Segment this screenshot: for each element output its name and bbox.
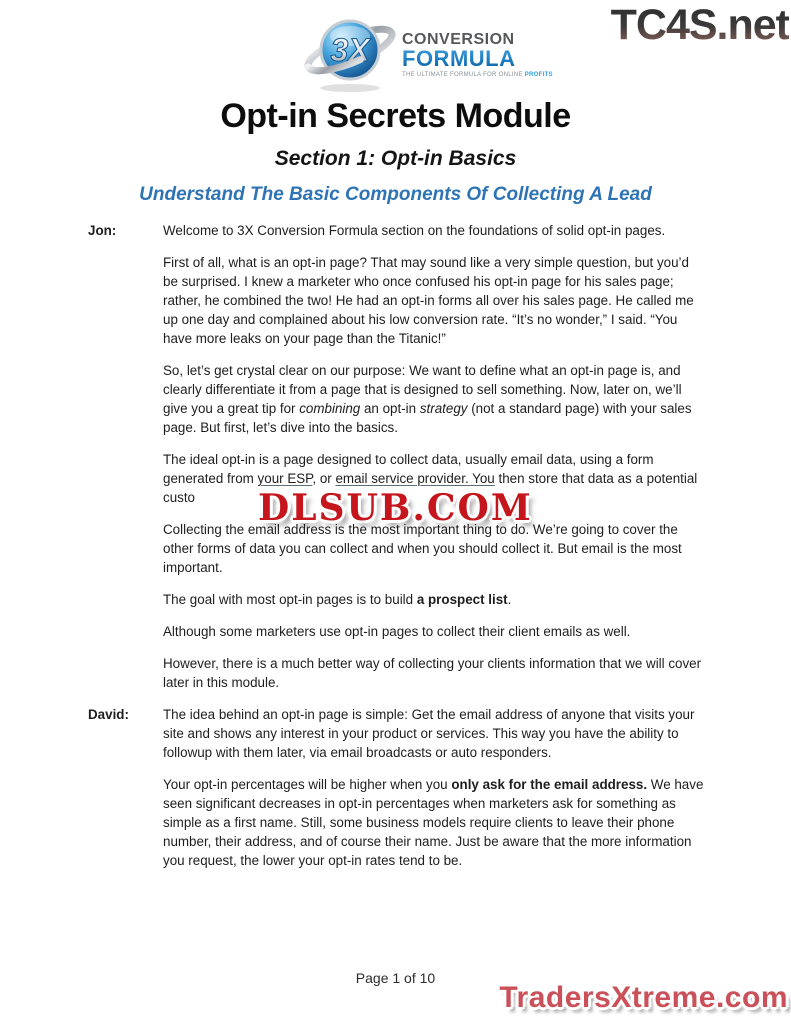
logo-tagline-accent: PROFITS xyxy=(524,71,553,78)
transcript-block xyxy=(88,221,705,705)
speaker-paragraphs xyxy=(163,221,705,705)
speaker-label: Jon: xyxy=(88,223,117,238)
tc4s-watermark: TC4S.net xyxy=(610,1,789,49)
paragraph: The idea behind an opt-in page is simple: Get the email address of anyone that visits your site and shows any interest in your product or services. This way you have the ability to followup with them later, via email broadcasts or auto responders. xyxy=(163,707,695,760)
paragraph: The goal with most opt-in pages is to build a prospect list. xyxy=(163,592,512,607)
logo-text xyxy=(402,31,553,78)
paragraph: Collecting the email address is the most important thing to do. We’re going to cover the other forms of data you can collect and when you should collect it. But email is the most important. xyxy=(163,522,682,575)
speaker-paragraphs xyxy=(163,705,705,883)
logo-brand-line2: FORMULA xyxy=(402,48,553,70)
transcript-block xyxy=(88,705,705,883)
page-number: Page 1 of 10 xyxy=(355,970,436,986)
paragraph: However, there is a much better way of collecting your clients information that we will cover later in this module. xyxy=(163,656,702,690)
subheading: Understand The Basic Components Of Collecting A Lead xyxy=(139,184,652,205)
logo-tagline-text: THE ULTIMATE FORMULA FOR ONLINE xyxy=(402,71,525,78)
logo-sphere-icon xyxy=(302,8,400,94)
page-title: Opt-in Secrets Module xyxy=(220,97,571,135)
transcript xyxy=(88,221,705,883)
tradersxtreme-watermark: TradersXtreme.com xyxy=(499,981,788,1014)
logo-brand-line1: CONVERSION xyxy=(402,30,515,48)
paragraph: So, let’s get crystal clear on our purpose: We want to define what an opt-in page is, and clearly differentiate it from a page that is designed to sell something. Now, later on, we’ll give you a great tip for combining an opt-in strategy (not a standard page) with your sales page. But first, let’s dive into the basics. xyxy=(163,363,692,435)
dlsub-watermark: DLSUB.COM xyxy=(258,487,533,529)
paragraph: First of all, what is an opt-in page? That may sound like a very simple question, but you’d be surprised. I knew a marketer who once confused his opt-in page for his sales page; rather, he combined the two! He had an opt-in forms all over his sales page. He called me up one day and complained about his low conversion rate. “It’s no wonder,” I said. “You have more leaks on your page than the Titanic!” xyxy=(163,255,694,346)
paragraph: Your opt-in percentages will be higher when you only ask for the email address. We have seen significant decreases in opt-in percentages when marketers ask for something as simple as a first name. Still, some business models require clients to leave their phone number, their address, and of course their name. Just be aware that the more information you request, the lower your opt-in rates tend to be. xyxy=(163,777,704,868)
paragraph: Although some marketers use opt-in pages to collect their client emails as well. xyxy=(163,624,631,639)
paragraph: The ideal opt-in is a page designed to collect data, usually email data, using a form generated from your ESP, or email service provider. You then store that data as a potential custo xyxy=(163,452,698,505)
section-title: Section 1: Opt-in Basics xyxy=(274,147,517,170)
logo-badge-text: 3X xyxy=(330,32,370,68)
brand-logo xyxy=(302,8,553,94)
paragraph: Welcome to 3X Conversion Formula section on the foundations of solid opt-in pages. xyxy=(163,223,666,238)
speaker-label: David: xyxy=(88,707,129,722)
logo-tagline xyxy=(402,72,553,78)
